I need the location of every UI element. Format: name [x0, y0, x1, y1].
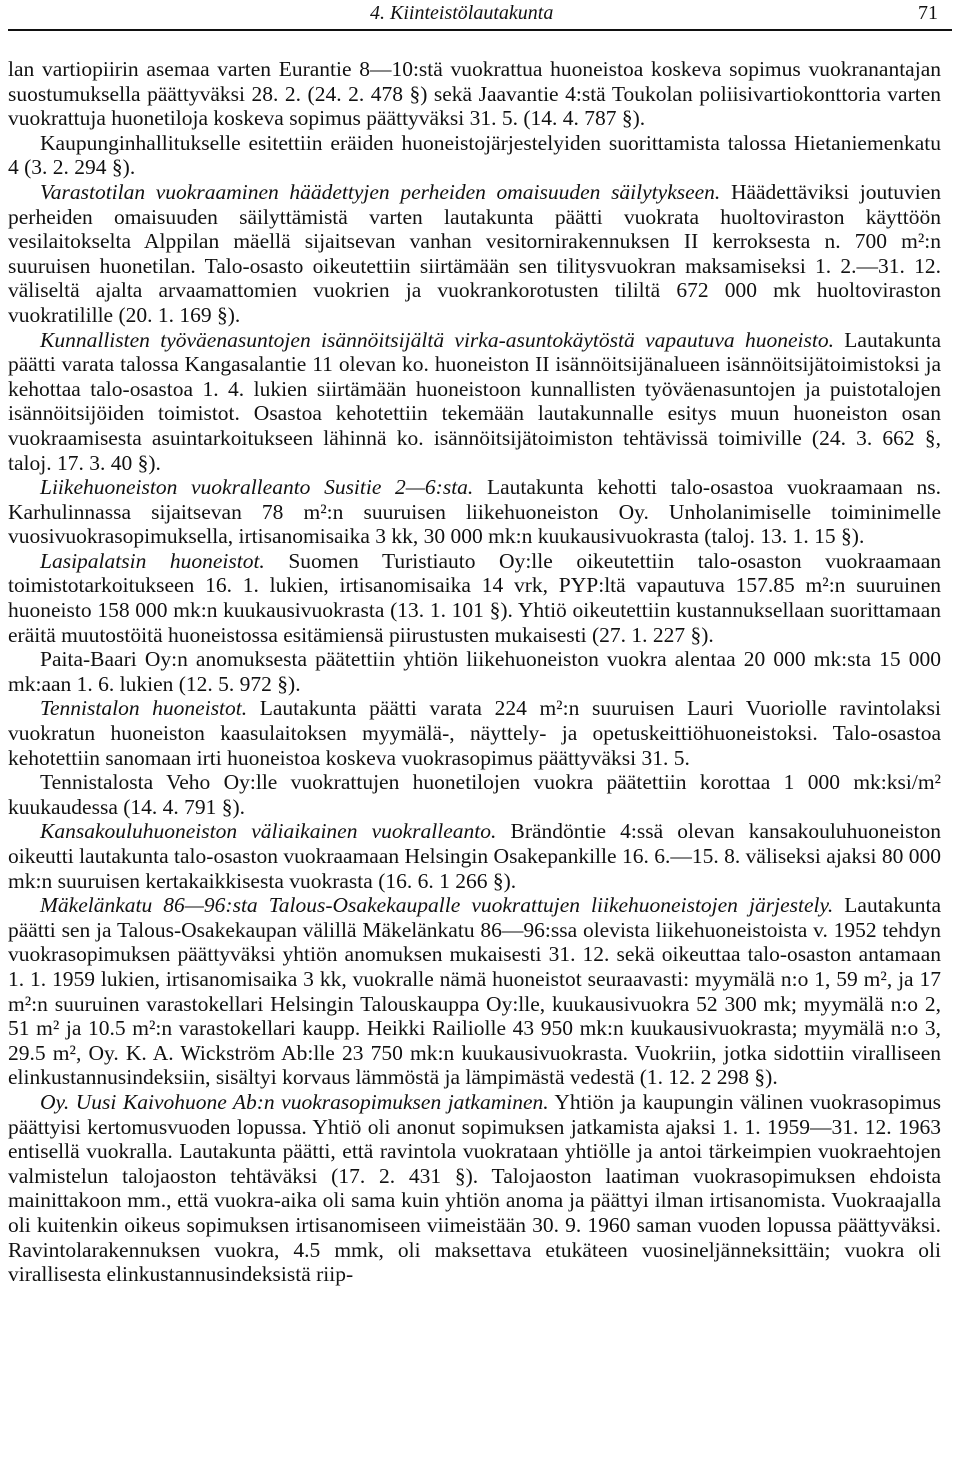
page-number: 71 — [918, 2, 938, 24]
paragraph — [8, 475, 941, 549]
paragraph-text: Yhtiön ja kaupungin välinen vuokrasopimus päättyisi kertomusvuoden lopussa. Yhtiö oli anonut sopimuksen jatkamista ajaksi 1. 1. 1959—31. 12. 1963 entisellä vuokralla. Lautakunta päätti, että ravintola vuokrataan yhtiölle ja antoi tärkeimpien vuokraehtojen valmistelun talojaoston tehtäväksi (17. 2. 431 §). Talojaoston laatiman vuokrasopimuksen ehdoista mainittakoon mm., että vuokra-aika oli sama kuin yhtiön anoma ja päättyi ilman irtisanomista. Vuokraajalla oli kuitenkin oikeus sopimuksen irtisanomiseen viimeistään 30. 9. 1960 saman vuoden lopussa päättyväksi. Ravintolarakennuksen vuokra, 4.5 mmk, oli maksettava etukäteen vuosineljänneksittäin; vuokra oli virallisesta elinkustannusindeksistä riip- — [8, 1089, 942, 1287]
paragraph-text: Lautakunta kehotti talo-osastoa vuokraamaan ns. Karhulinnassa sijaitsevan 78 m²:n suuruisen liikehuoneiston Oy. Unholanimiselle toiminimelle vuosivuokrasopimuksella, irtisanomisaika 3 kk, 30 000 mk:n kuukausivuokrasta (taloj. 13. 1. 15 §). — [8, 475, 941, 549]
paragraph — [8, 57, 941, 131]
paragraph-text: lan vartiopiirin asemaa varten Eurantie 8—10:stä vuokrattua huoneistoa koskeva sopimus vuokranantajan suostumuksella päättyväksi 28. 2. (24. 2. 478 §) sekä Jaavantie 4:stä Toukolan poliisivartiokonttoria varten vuokrattuja huonetiloja koskeva sopimus päättyväksi 31. 5. (14. 4. 787 §). — [8, 57, 941, 131]
paragraph-text: Lautakunta päätti sen ja Talous-Osakekaupan välillä Mäkelänkatu 86—96:ssa olevista liikehuoneistoista v. 1952 tehdyn vuokrasopimuksen päättyväksi yhtiön anomuksen mukaisesti 31. 12. sekä oikeuttaa talo-osaston antamaan 1. 1. 1959 lukien, irtisanomisaika 3 kk, vuokralle nämä huoneistot seuraavasti: myymälä n:o 1, 59 m², ja 17 m²:n suuruinen varastokellari Helsingin Talouskauppa Oy:lle, kuukausivuokra 52 300 mk; myymälä n:o 2, 51 m² ja 10.5 m²:n varastokellari kaupp. Heikki Railiolle 43 950 mk:n kuukausivuokrasta; myymälä n:o 3, 29.5 m², Oy. K. A. Wickström Ab:lle 23 750 mk:n kuukausivuokrasta. Vuokriin, jotka sidottiin viralliseen elinkustannusindeksiin, sisältyi korvaus lämmöstä ja lämpimästä vedestä (1. 12. 2 298 §). — [8, 893, 941, 1090]
paragraph-text: Suomen Turistiauto Oy:lle oikeutettiin talo-osaston vuokraamaan toimistotarkoitukseen 16. 1. lukien, irtisanomisaika 14 vrk, PYP:ltä vapautuva 157.85 m²:n suuruinen huoneisto 158 000 mk:n kuukausivuokrasta (13. 1. 101 §). Yhtiö oikeutettiin kustannuksellaan suorittamaan eräitä muutostöitä huoneistossa esitämiensä piirustusten mukaisesti (27. 1. 227 §). — [8, 548, 941, 647]
paragraph-text: Brändöntie 4:ssä olevan kansakouluhuoneiston oikeutti lautakunta talo-osaston vuokraamaan Helsingin Osakepankille 16. 6.—15. 8. väliseksi ajaksi 80 000 mk:n suuruisen kertakaikkisesta vuokrasta (16. 6. 1 266 §). — [8, 819, 941, 893]
paragraph-text: Lautakunta päätti varata 224 m²:n suuruisen Lauri Vuoriolle ravintolaksi vuokratun huoneiston kaasulaitoksen myymälä-, näyttely- ja opetuskeittiöhuoneistoksi. Talo-osastoa kehotettiin sanomaan irti huoneistoa koskeva vuokrasopimus päättyväksi 31. 5. — [8, 696, 941, 770]
paragraph — [8, 549, 941, 647]
paragraph-text: Häädettäviksi joutuvien perheiden omaisuuden säilyttämistä varten lautakunta päätti vuokrata huoltoviraston käyttöön vesilaitokselta Alppilan mäellä sijaitsevan vanhan vesitornirakennuksen II kerroksesta n. 700 m²:n suuruisen huonetilan. Talo-osasto oikeutettiin siirtämään sen tilitysvuokran maksamiseksi 1. 2.—31. 12. väliseltä ajalta arvaamattomien vuokrien ja vuokrankorotusten tililtä 672 000 mk huoltoviraston vuokratilille (20. 1. 169 §). — [8, 179, 941, 327]
paragraph-heading: Kunnallisten työväenasuntojen isännöitsijältä virka-asuntokäytöstä vapautuva huoneisto. — [40, 327, 834, 352]
paragraph — [8, 131, 941, 180]
paragraph — [8, 770, 941, 819]
paragraph-heading: Lasipalatsin huoneistot. — [40, 548, 265, 573]
page-header — [0, 0, 960, 30]
paragraph-heading: Liikehuoneiston vuokralleanto Susitie 2—6:sta. — [40, 475, 474, 500]
header-rule — [8, 29, 952, 31]
paragraph — [8, 893, 941, 1090]
paragraph-heading: Varastotilan vuokraaminen häädettyjen perheiden omaisuuden säilytykseen. — [40, 179, 721, 204]
paragraph — [8, 819, 941, 893]
paragraph — [8, 180, 941, 328]
paragraph — [8, 696, 941, 770]
paragraph-heading: Mäkelänkatu 86—96:sta Talous-Osakekaupalle vuokrattujen liikehuoneistojen järjestely. — [40, 893, 834, 918]
body-text — [8, 57, 941, 1287]
paragraph-text: Paita-Baari Oy:n anomuksesta päätettiin yhtiön liikehuoneiston vuokra alentaa 20 000 mk:sta 15 000 mk:aan 1. 6. lukien (12. 5. 972 §). — [8, 647, 941, 696]
paragraph-text: Lautakunta päätti varata talossa Kangasalantie 11 olevan ko. huoneiston II isännöitsijänalueen isännöitsijätoimistoksi ja kehottaa talo-osastoa 1. 4. lukien siirtämään huoneistoon kunnallisten työväenasuntojen ja puistotalojen isännöitsijöiden toimistot. Osastoa kehotettiin tekemään lautakunnalle esitys muun huoneiston osan vuokraamisesta asuintarkoitukseen lähinnä ko. isännöitsijätoimiston tehtävissä toimiville (24. 3. 662 §, taloj. 17. 3. 40 §). — [8, 327, 941, 475]
paragraph-heading: Tennistalon huoneistot. — [40, 696, 248, 721]
paragraph-heading: Kansakouluhuoneiston väliaikainen vuokralleanto. — [40, 819, 497, 844]
paragraph-text: Kaupunginhallitukselle esitettiin eräiden huoneistojärjestelyiden suorittamista talossa Hietaniemenkatu 4 (3. 2. 294 §). — [8, 130, 941, 180]
paragraph — [8, 647, 941, 696]
paragraph — [8, 328, 941, 476]
running-title: 4. Kiinteistölautakunta — [370, 2, 554, 24]
paragraph-heading: Oy. Uusi Kaivohuone Ab:n vuokrasopimuksen jatkaminen. — [40, 1089, 549, 1114]
paragraph-text: Tennistalosta Veho Oy:lle vuokrattujen huonetilojen vuokra päätettiin korottaa 1 000 mk:ksi/m² kuukaudessa (14. 4. 791 §). — [8, 770, 941, 819]
paragraph — [8, 1090, 941, 1287]
